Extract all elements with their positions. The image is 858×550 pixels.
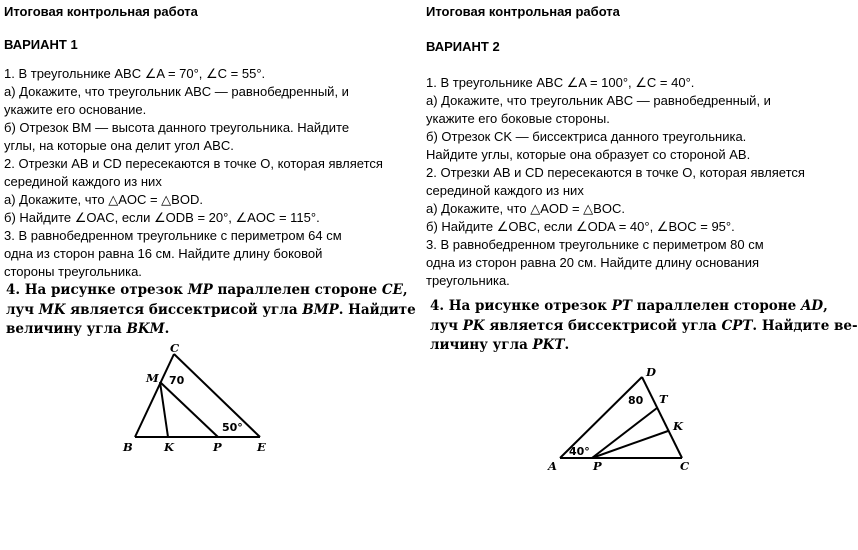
task-4-line: 4. На рисунке отрезок MP параллелен стороне CE,: [6, 282, 408, 298]
task-line: серединой каждого из них: [426, 183, 584, 198]
task-line: стороны треугольника.: [4, 264, 142, 279]
task-4-line: луч PK является биссектрисой угла CPT. Найдите ве-: [430, 317, 858, 334]
task-4-line: личину угла PKT.: [430, 337, 570, 353]
variant-heading-1: ВАРИАНТ 1: [4, 37, 78, 52]
task-line: одна из сторон равна 16 см. Найдите длину боковой: [4, 246, 323, 261]
ray-pk: [592, 431, 668, 458]
task-line: 3. В равнобедренном треугольнике с периметром 80 см: [426, 237, 764, 252]
task-line: б) Отрезок CK — биссектриса данного треугольника.: [426, 129, 747, 144]
task-line: 1. В треугольнике ABC ∠A = 100°, ∠C = 40°.: [426, 75, 695, 90]
point-label-m: M: [146, 371, 159, 385]
task-line: 1. В треугольнике ABC ∠A = 70°, ∠C = 55°.: [4, 66, 266, 81]
point-label-p: P: [593, 459, 602, 473]
point-label-c: C: [680, 459, 690, 473]
page-title-2: Итоговая контрольная работа: [426, 4, 620, 19]
task-line: б) Отрезок BM — высота данного треугольника. Найдите: [4, 120, 350, 135]
task-line: одна из сторон равна 20 см. Найдите длину основания: [426, 255, 760, 270]
task-line: треугольника.: [426, 273, 510, 288]
task-4-line: луч MK является биссектрисой угла BMP. Найдите: [6, 301, 416, 318]
point-label-a: A: [548, 459, 557, 473]
task-list-2: [426, 74, 805, 290]
task-line: а) Докажите, что △AOD = △BOC.: [426, 201, 625, 216]
point-label-k: K: [164, 440, 174, 454]
point-label-d: D: [646, 365, 656, 379]
page-title-1: Итоговая контрольная работа: [4, 4, 198, 19]
point-label-e: E: [257, 440, 266, 454]
task-line: 2. Отрезки AB и CD пересекаются в точке O, которая является: [4, 156, 383, 171]
task-4-text-2: [430, 297, 858, 356]
task-line: 3. В равнобедренном треугольнике с периметром 64 см: [4, 228, 342, 243]
variant-heading-2: ВАРИАНТ 2: [426, 39, 500, 54]
task-4-line: величину угла BKM.: [6, 321, 170, 337]
task-line: 2. Отрезки AB и CD пересекаются в точке O, которая является: [426, 165, 805, 180]
task-line: б) Найдите ∠OBC, если ∠ODA = 40°, ∠BOC = 95°.: [426, 219, 735, 234]
task-line: а) Докажите, что △AOC = △BOD.: [4, 192, 203, 207]
task-line: углы, на которые она делит угол ABC.: [4, 138, 234, 153]
task-line: а) Докажите, что треугольник ABC — равнобедренный, и: [426, 93, 771, 108]
task-line: серединой каждого из них: [4, 174, 162, 189]
angle-label-40: 40°: [569, 445, 590, 458]
point-label-t: T: [659, 392, 668, 406]
task-line: а) Докажите, что треугольник ABC — равнобедренный, и: [4, 84, 349, 99]
task-4-line: 4. На рисунке отрезок PT параллелен стороне AD,: [430, 298, 828, 314]
angle-label-80: 80: [628, 394, 644, 407]
task-line: б) Найдите ∠OAC, если ∠ODB = 20°, ∠AOC = 115°.: [4, 210, 320, 225]
task-line: укажите его основание.: [4, 102, 147, 117]
point-label-b: B: [123, 440, 133, 454]
point-label-k: K: [673, 419, 683, 433]
angle-label-70: 70: [169, 374, 185, 387]
task-line: укажите его боковые стороны.: [426, 111, 610, 126]
point-label-c: C: [170, 341, 180, 355]
angle-label-50: 50°: [222, 421, 243, 434]
segment-dc: [642, 377, 682, 458]
point-label-p: P: [213, 440, 222, 454]
task-line: Найдите углы, которые она образует со стороной AB.: [426, 147, 751, 162]
